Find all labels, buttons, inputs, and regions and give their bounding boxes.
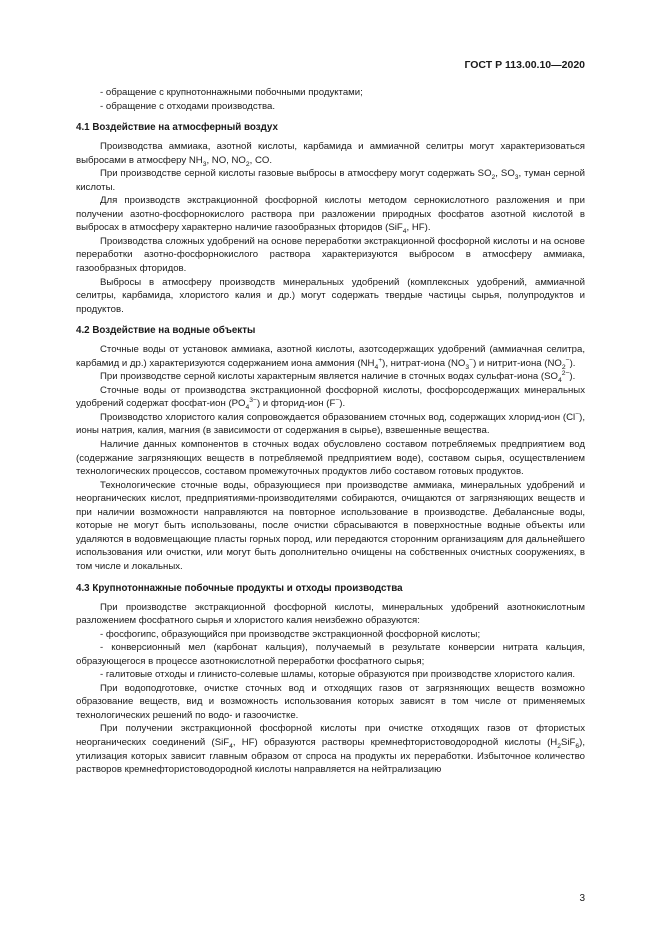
subscript: 4 — [402, 228, 407, 236]
text-run: ), утилизация которых зависит главным образом от спроса на продукты их переработки. Избыточное количество растворов кремнефтористоводородной кислоты направляется на нейтрализацию — [76, 736, 585, 776]
text-run: При производстве серной кислоты характерным является наличие в сточных водах сульфат-иона (SO — [100, 371, 558, 383]
text-run: , CO. — [249, 154, 273, 166]
paragraph — [76, 343, 585, 370]
subscript: 2 — [491, 174, 496, 182]
subscript: 3 — [465, 363, 470, 371]
subscript: 2 — [245, 160, 250, 168]
document-number: ГОСТ Р 113.00.10—2020 — [464, 59, 585, 71]
page-content — [76, 86, 585, 777]
text-run: ), нитрат-иона (NO — [382, 357, 466, 369]
section-heading-4-3: 4.3 Крупнотоннажные побочные продукты и отходы производства — [76, 582, 403, 594]
paragraph: При производстве экстракционной фосфорной кислоты, минеральных удобрений азотнокислотным разложением фосфатного сырья и хлористого калия неизбежно образуются: — [76, 601, 585, 627]
subscript: 3 — [514, 174, 519, 182]
list-item: - фосфогипс, образующийся при производстве экстракционной фосфорной кислоты; — [100, 628, 481, 640]
text-run: При производстве серной кислоты газовые выбросы в атмосферу могут содержать SO — [100, 168, 492, 180]
subscript: 2 — [557, 742, 561, 750]
paragraph — [76, 370, 585, 384]
paragraph: При водоподготовке, очистке сточных вод и отходящих газов от загрязняющих веществ возможно образование веществ, вид и возможность использования которых зависят в том числе от применяемых технологических решений по водо- и газоочистке. — [76, 682, 585, 721]
superscript: − — [469, 356, 474, 364]
text-run: При получении экстракционной фосфорной кислоты при очистке отходящих газов от фтористых неорганических соединений (SiF — [76, 723, 585, 748]
paragraph — [76, 411, 585, 438]
text-run: ), ионы натрия, калия, магния (в зависимости от содержания в сырье), взвешенные вещества. — [76, 411, 585, 437]
text-run: , NO, NO — [206, 154, 246, 166]
text-run: , SO — [495, 168, 515, 180]
text-run: Производство хлористого калия сопровождается образованием сточных вод, содержащих хлорид-ион (Cl — [100, 411, 576, 423]
text-run: ). — [339, 398, 346, 410]
subscript: 4 — [558, 377, 562, 385]
subscript: 4 — [229, 742, 233, 750]
text-run: , туман серной кислоты. — [76, 168, 585, 193]
text-run: ). — [569, 371, 576, 383]
list-item: - обращение с крупнотоннажными побочными продуктами; — [100, 87, 363, 98]
text-run: ) и нитрит-иона (NO — [473, 357, 562, 369]
text-run: ) и фторид-ион (F — [256, 398, 336, 410]
section-heading-4-1 — [76, 121, 585, 134]
text-run: Производства аммиака, азотной кислоты, карбамида и аммиачной селитры могут характеризоваться выбросами в атмосферу NH — [76, 141, 585, 166]
paragraph — [76, 384, 585, 411]
paragraph — [76, 140, 585, 167]
paragraph — [76, 167, 585, 194]
list-item: - конверсионный мел (карбонат кальция), получаемый в результате конверсии нитрата кальция, образующегося в процессе азотнокислотной переработки фосфатного сырья; — [76, 642, 585, 667]
subscript: 2 — [561, 363, 566, 371]
superscript: + — [378, 356, 383, 364]
subscript: 4 — [374, 363, 379, 371]
superscript: 3− — [249, 397, 257, 405]
paragraph: Технологические сточные воды, образующиеся при производстве аммиака, минеральных удобрений и неорганических кислот, предприятиями-производителями собираются, очищаются от загрязняющих веществ и при наличии возможности направляются на повторное использование в производстве. Дебалансные воды, которые не могут быть использованы, после очистки сбрасываются в поверхностные водные объекты или удаляются в водовмещающие пласты горных пород, или передаются сторонним организациям для дальнейшего использования или очистки, или могут быть дополнительно очищены на собственных очистных сооружениях, в том числе и локальных. — [76, 479, 585, 572]
text-run: , HF). — [406, 222, 431, 234]
text-run: Для производств экстракционной фосфорной кислоты методом сернокислотного разложения и при получении азотно-фосфорнокислого раствора при разложении природных фосфатов азотной кислотой в выбросах в атмосферу характерно наличие газообразных фторидов (SiF — [76, 195, 585, 234]
superscript: 2− — [561, 370, 570, 378]
text-run: , HF) образуются растворы кремнефтористоводородной кислоты (H — [232, 736, 558, 748]
text-run: Сточные воды от производства экстракционной фосфорной кислоты, фосфорсодержащих минеральных удобрений содержат фосфат-ион (PO — [76, 384, 585, 410]
section-heading-text: 4.1 Воздействие на атмосферный воздух — [76, 122, 278, 134]
text-run: ). — [569, 357, 576, 369]
subscript: 4 — [245, 404, 250, 412]
superscript: − — [565, 356, 570, 364]
list-item: - галитовые отходы и глинисто-солевые шламы, которые образуются при производстве хлористого калия. — [100, 669, 576, 681]
paragraph: Производства сложных удобрений на основе переработки экстракционной фосфорной кислоты и на основе переработки азотно-фосфорнокислого раствора характеризуются выбросом в атмосферу аммиака, газообразных фторидов. — [76, 235, 585, 275]
paragraph — [76, 722, 585, 776]
list-item: - обращение с отходами производства. — [100, 100, 276, 112]
paragraph — [76, 194, 585, 235]
text-run: Сточные воды от установок аммиака, азотной кислоты, азотсодержащих удобрений (аммиачная селитра, карбамид и др.) характеризуются содержанием иона аммония (NH — [76, 344, 585, 369]
superscript: − — [575, 410, 580, 418]
section-heading-4-2: 4.2 Воздействие на водные объекты — [76, 325, 256, 337]
text-run: SiF — [560, 736, 576, 748]
page-number: 3 — [579, 893, 585, 904]
superscript: − — [335, 397, 340, 405]
paragraph: Наличие данных компонентов в сточных водах обусловлено составом потребляемых предприятием вод (содержание загрязняющих веществ в потребляемой предприятием воде), составом сырья, осуществлением технологических процессов, составом промежуточных продуктов либо составом готовых продуктов. — [76, 439, 585, 478]
subscript: 3 — [202, 160, 207, 168]
paragraph: Выбросы в атмосферу производств минеральных удобрений (комплексных удобрений, аммиачной селитры, карбамида, хлористого калия и др.) могут содержать твердые частицы сырья, полупродуктов и продуктов. — [76, 276, 585, 315]
subscript: 6 — [575, 742, 580, 750]
